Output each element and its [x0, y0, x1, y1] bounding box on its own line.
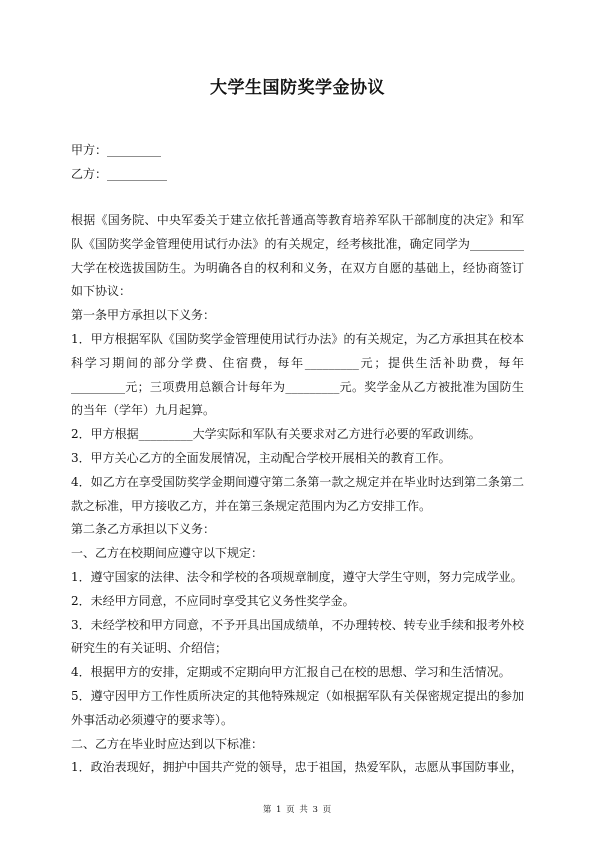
- document-body: [71, 209, 524, 780]
- section-heading: 二、乙方在毕业时应达到以下标准：: [71, 736, 264, 751]
- page-number-footer: 第 1 页 共 3 页: [262, 805, 333, 815]
- clause-paragraph: 2．未经甲方同意，不应同时享受其它义务性奖学金。: [71, 593, 355, 608]
- article-heading: 第一条甲方承担以下义务：: [71, 308, 216, 323]
- clause-paragraph: 4．如乙方在享受国防奖学金期间遵守第二条第一款之规定并在毕业时达到第二条第二款之标准，甲方接收乙方，并在第三条规定范围内为乙方安排工作。: [71, 474, 524, 513]
- clause-paragraph: 2．甲方根据_________大学实际和军队有关要求对乙方进行必要的军政训练。: [71, 427, 481, 442]
- clause-paragraph: 1．甲方根据军队《国防奖学金管理使用试行办法》的有关规定，为乙方承担其在校本科学习期间的部分学费、住宿费，每年_________元；提供生活补助费，每年_________元；三项费用总额合计每年为_________元。奖学金从乙方被批准为国防生的当年（学年）九月起算。: [71, 331, 524, 418]
- party-a-line: 甲方：_________: [71, 143, 162, 157]
- clause-paragraph: 4．根据甲方的安排，定期或不定期向甲方汇报自己在校的思想、学习和生活情况。: [71, 665, 511, 680]
- clause-paragraph: 1．遵守国家的法律、法令和学校的各项规章制度，遵守大学生守则，努力完成学业。: [71, 569, 523, 584]
- intro-paragraph: 根据《国务院、中央军委关于建立依托普通高等教育培养军队干部制度的决定》和军队《国防奖学金管理使用试行办法》的有关规定，经考核批准，确定同学为_________大学在校选拔国防生。为明确各自的权利和义务，在双方自愿的基础上，经协商签订如下协议：: [71, 213, 524, 299]
- clause-paragraph: 1．政治表现好，拥护中国共产党的领导，忠于祖国，热爱军队，志愿从事国防事业，: [71, 760, 523, 775]
- party-b-line: 乙方：__________: [71, 167, 168, 181]
- clause-paragraph: 5．遵守因甲方工作性质所决定的其他特殊规定（如根据军队有关保密规定提出的参加外事活动必须遵守的要求等）。: [71, 688, 524, 727]
- article-heading: 第二条乙方承担以下义务：: [71, 522, 216, 537]
- clause-paragraph: 3．甲方关心乙方的全面发展情况，主动配合学校开展相关的教育工作。: [71, 450, 451, 465]
- document-title: 大学生国防奖学金协议: [210, 78, 385, 98]
- section-heading: 一、乙方在校期间应遵守以下规定：: [71, 546, 264, 561]
- clause-paragraph: 3．未经学校和甲方同意，不予开具出国成绩单，不办理转校、转专业手续和报考外校研究生的有关证明、介绍信；: [71, 617, 524, 656]
